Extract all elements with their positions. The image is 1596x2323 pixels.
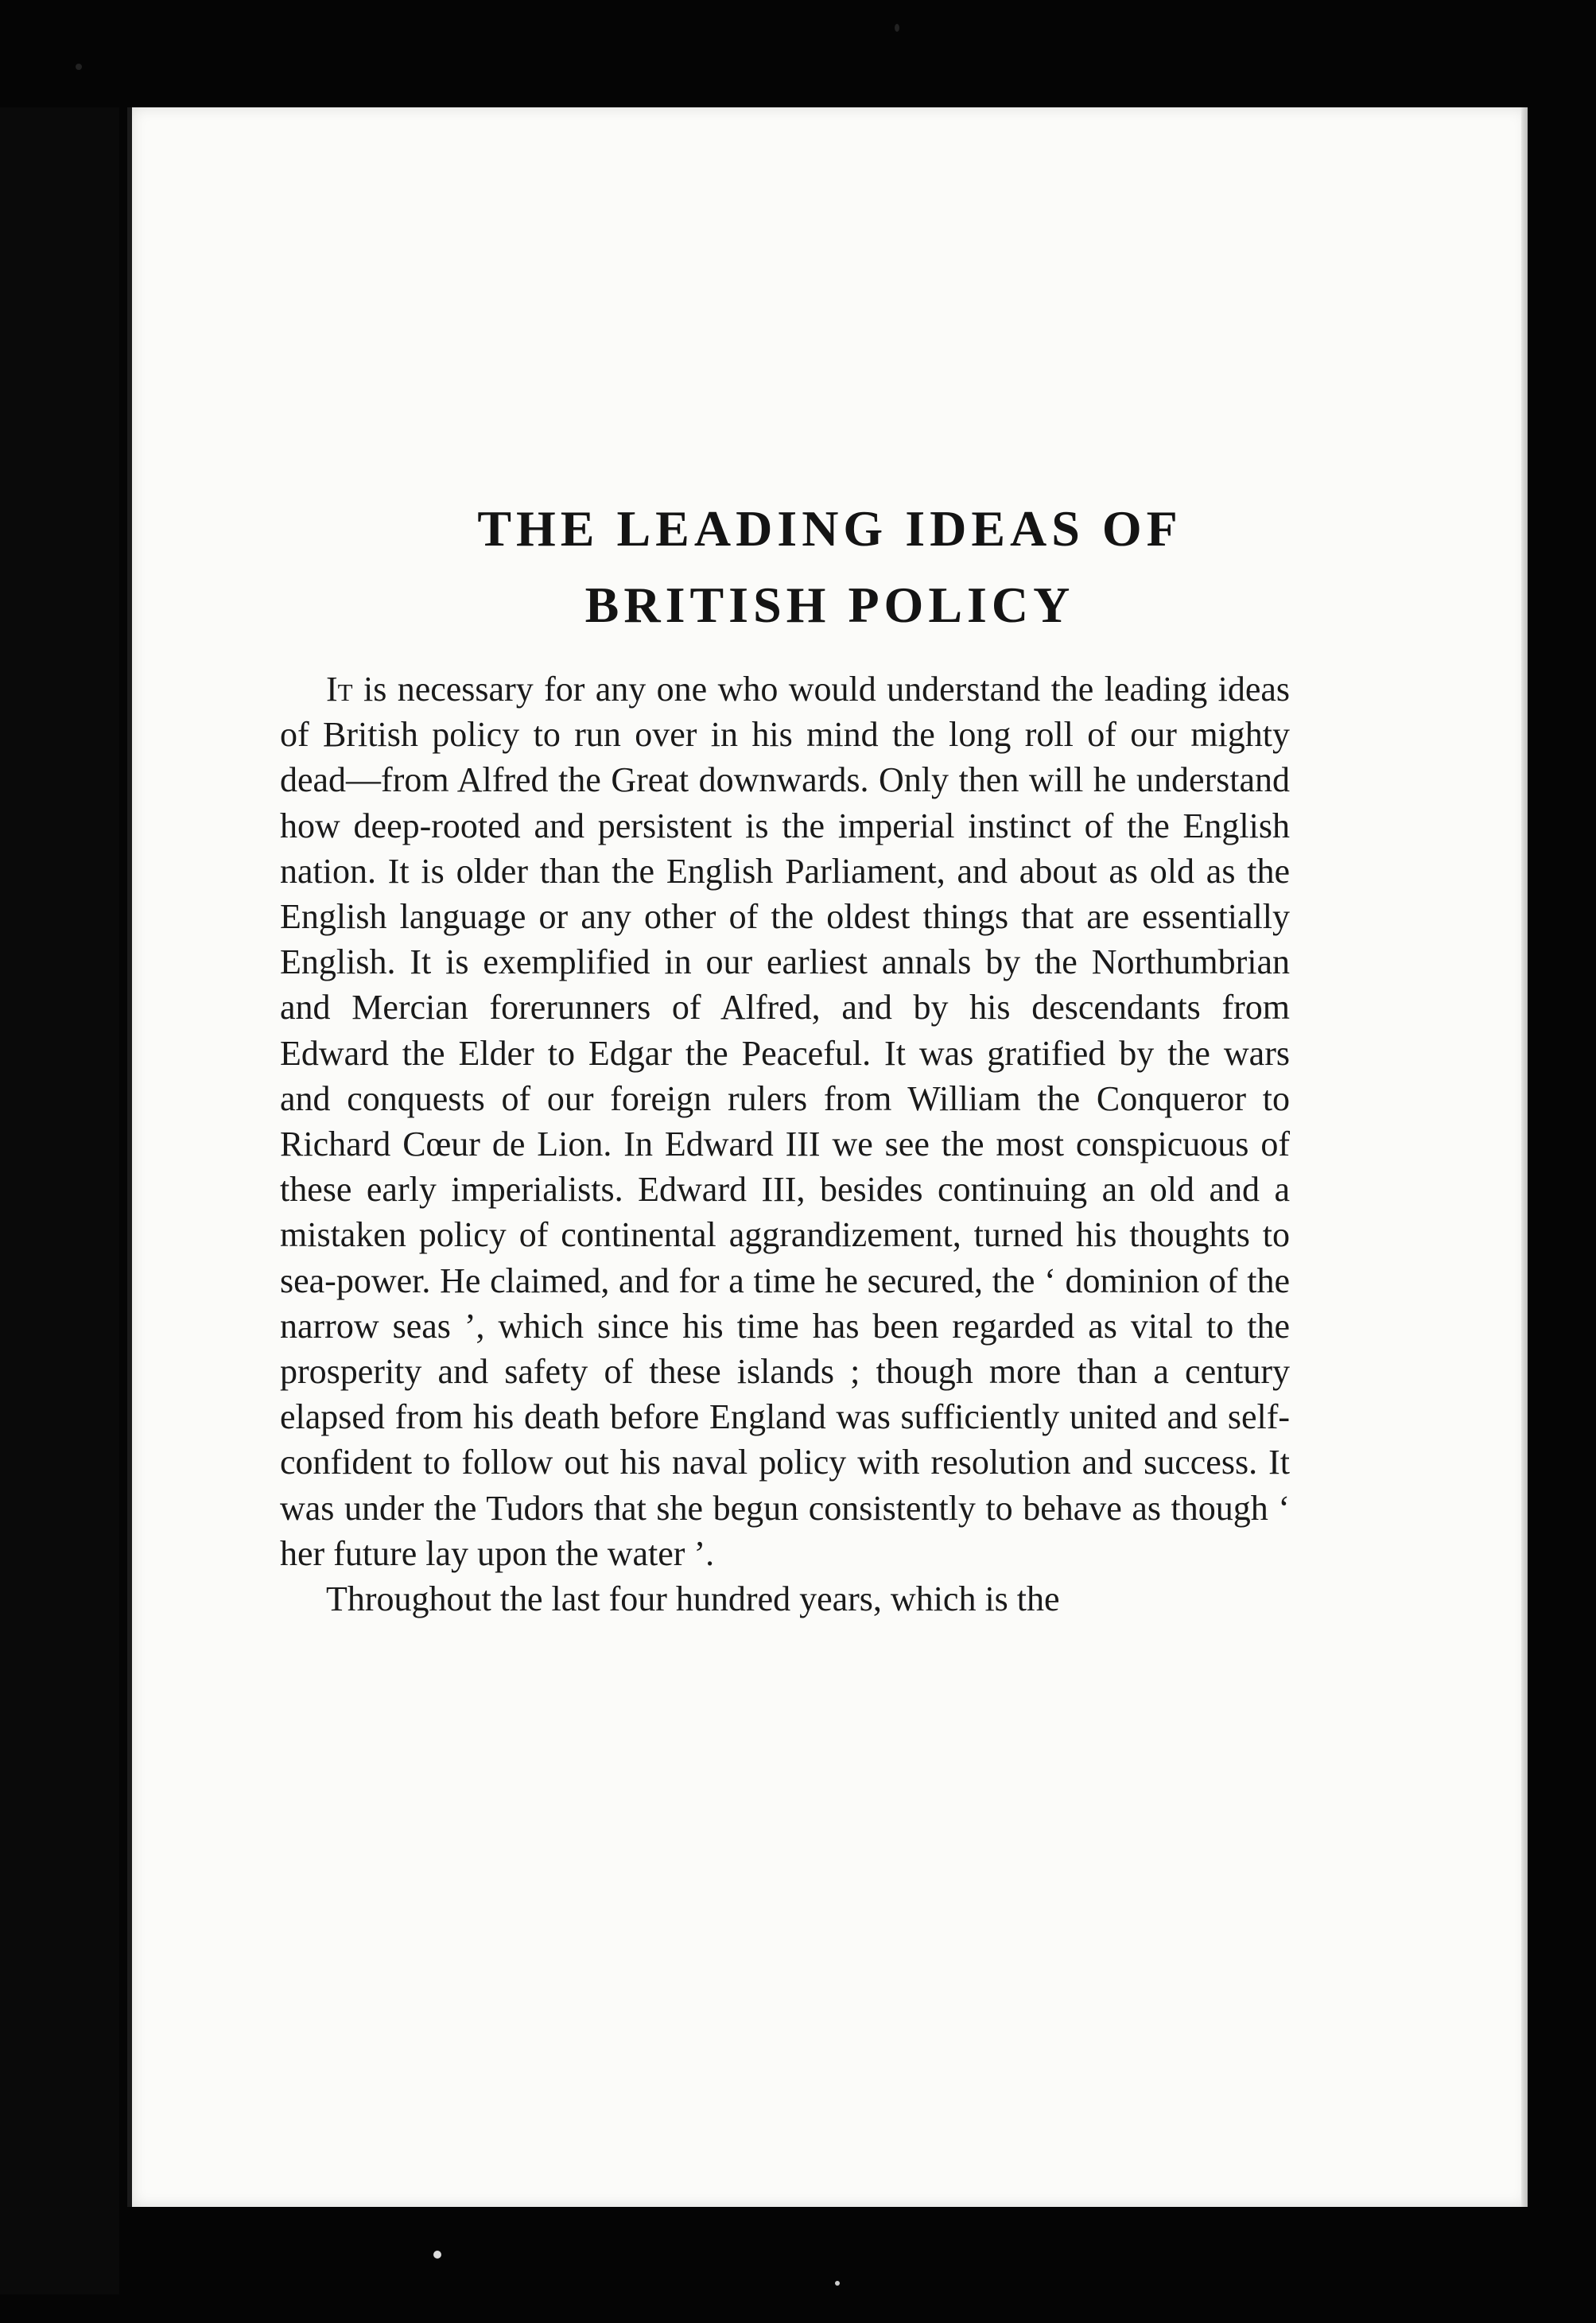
body-text <box>280 666 1290 1622</box>
chapter-title-line-2: BRITISH POLICY <box>584 577 1075 633</box>
paragraph-1-lead: It <box>326 670 353 709</box>
scan-speck <box>895 24 899 32</box>
chapter-title <box>132 491 1528 643</box>
scan-speck <box>835 2281 840 2286</box>
scan-speck <box>76 64 82 70</box>
paragraph-2-text: Throughout the last four hundred years, which is the <box>326 1579 1060 1619</box>
book-page <box>127 107 1528 2207</box>
paragraph-2 <box>280 1576 1290 1622</box>
scan-speck <box>433 2251 441 2259</box>
facing-page-edge <box>0 107 119 2294</box>
paragraph-1-text: is necessary for any one who would understand the leading ideas of British policy to run over in his mind the long roll of our mighty dead—from Alfred the Great downwards. Only then will he understand how deep-rooted and persistent is the imperial instinct of the English nation. It is older than the English Parliament, and about as old as the English language or any other of the oldest things that are essentially English. It is exemplified in our earliest annals by the Northumbrian and Mercian forerunners of Alfred, and by his descendants from Edward the Elder to Edgar the Peaceful. It was gratified by the wars and conquests of our foreign rulers from William the Conqueror to Richard Cœur de Lion. In Edward III we see the most conspicuous of these early imperialists. Edward III, besides continuing an old and a mistaken policy of continental aggrandizement, turned his thoughts to sea-power. He claimed, and for a time he secured, the ‘ dominion of the narrow seas ’, which since his time has been regarded as vital to the prosperity and safety of these islands ; though more than a century elapsed from his death before England was sufficiently united and self-confident to follow out his naval policy with resolution and success. It was under the Tudors that she begun consistently to behave as though ‘ her future lay upon the water ’. <box>280 670 1290 1573</box>
page-edge <box>1521 107 1528 2207</box>
chapter-title-line-1: THE LEADING IDEAS OF <box>477 500 1182 557</box>
paragraph-1 <box>280 666 1290 1576</box>
